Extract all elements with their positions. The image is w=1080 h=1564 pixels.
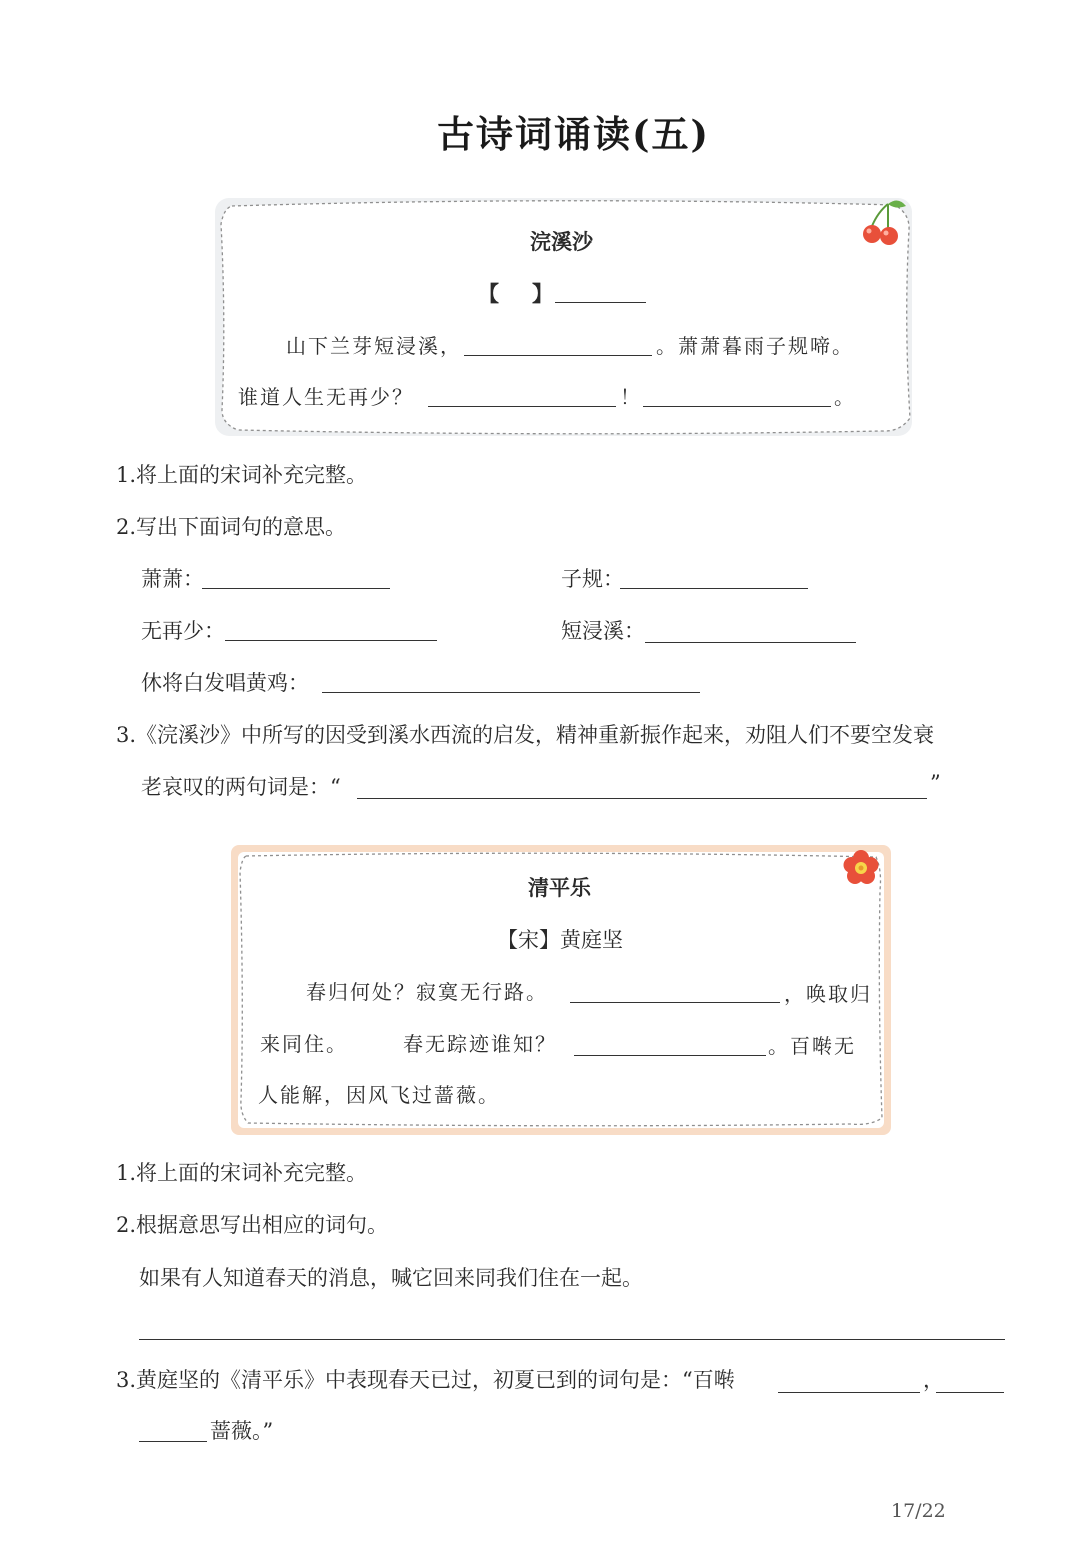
poem2-line3: 人能解，因风飞过蔷薇。 [258,1083,500,1107]
s1-question-2: 2.写出下面词句的意思。 [116,515,347,539]
poem1-line2-mark: ！ [620,385,642,409]
poem1-blank-2[interactable] [428,406,616,407]
poem1-blank-1[interactable] [464,355,652,356]
poem1-bracket-close: 】 [532,281,553,306]
s2-q2-meaning: 如果有人知道春天的消息，喊它回来同我们住在一起。 [139,1266,643,1290]
poem1-title: 浣溪沙 [530,229,593,254]
xiujiang-blank[interactable] [322,692,700,693]
s2-question-3: 3.黄庭坚的《清平乐》中表现春天已过，初夏已到的词句是：“百啭 [116,1368,735,1392]
wuzaishao-blank[interactable] [225,640,437,641]
zigui-blank[interactable] [620,588,808,589]
poem1-line1-end: 。萧萧暮雨子规啼。 [656,334,854,358]
poem2-line2-end: 。百啭无 [768,1034,856,1058]
page-number: 17/22 [891,1500,946,1522]
s2-q3-comma: ， [923,1368,944,1392]
s1-q3-blank[interactable] [357,798,927,799]
term-duanjinxi: 短浸溪： [561,619,645,643]
s1-q3-close-quote: ” [930,771,941,795]
s2-question-1: 1.将上面的宋词补充完整。 [116,1161,368,1185]
page-title: 古诗词诵读(五) [437,112,711,156]
poem2-line2-start: 来同住。 [260,1032,348,1056]
s2-q3-blank-1[interactable] [778,1392,920,1393]
s1-question-3: 3.《浣溪沙》中所写的因受到溪水西流的启发，精神重新振作起来，劝阻人们不要空发衰 [116,723,935,747]
term-zigui: 子规： [561,567,624,591]
poem1-blank-3[interactable] [643,406,831,407]
s1-question-3-cont: 老哀叹的两句词是：“ [141,775,341,799]
poem2-line2-mid: 春无踪迹谁知？ [403,1032,557,1056]
poem2-line1-end: ，唤取归 [784,982,872,1006]
s2-q3-blank-2[interactable] [936,1392,1004,1393]
poem1-author-blank[interactable] [555,302,646,303]
term-xiujiang: 休将白发唱黄鸡： [141,671,309,695]
poem2-author: 【宋】黄庭坚 [497,928,623,952]
term-wuzaishao: 无再少： [141,619,225,643]
xiaoxiao-blank[interactable] [202,588,390,589]
term-xiaoxiao: 萧萧： [141,567,204,591]
poem1-line1-start: 山下兰芽短浸溪， [286,334,462,358]
poem2-blank-1[interactable] [570,1002,780,1003]
s2-q2-answer-blank[interactable] [139,1339,1005,1340]
duanjinxi-blank[interactable] [645,642,856,643]
poem1-line2-end: 。 [834,385,856,409]
poem1-bracket-open: 【 [478,281,499,306]
s2-question-2: 2.根据意思写出相应的词句。 [116,1213,389,1237]
s2-q3-blank-3[interactable] [139,1441,207,1442]
poem1-line2-start: 谁道人生无再少？ [238,385,414,409]
s2-q3-end: 蔷薇。” [210,1419,274,1443]
poem2-blank-2[interactable] [574,1055,766,1056]
s1-question-1: 1.将上面的宋词补充完整。 [116,463,368,487]
poem2-line1-start: 春归何处？寂寞无行路。 [306,980,548,1004]
poem2-title: 清平乐 [528,875,591,900]
